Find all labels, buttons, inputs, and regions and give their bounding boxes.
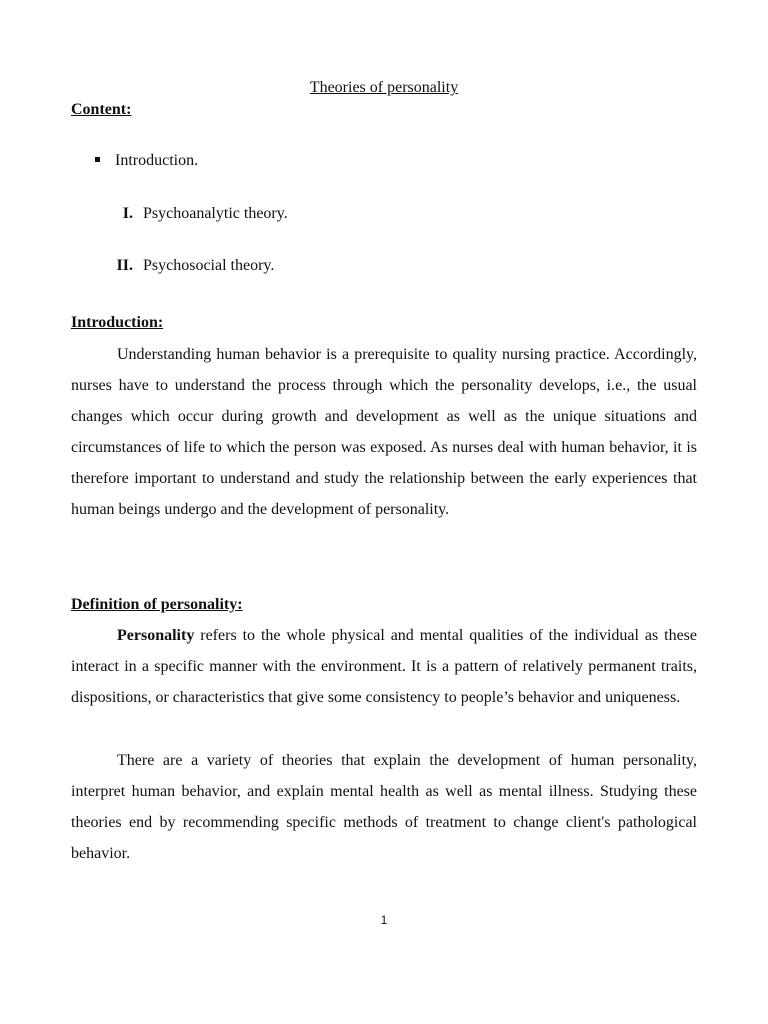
numbered-item: [96, 205, 496, 223]
document-title: Theories of personality: [309, 79, 459, 96]
content-bullet-item: [95, 152, 198, 170]
page-number: 1: [380, 913, 388, 927]
definition-heading: Definition of personality:: [71, 596, 243, 613]
numbered-item-text: Psychoanalytic theory.: [143, 205, 288, 222]
definition-paragraph: [71, 620, 697, 713]
content-heading: Content:: [71, 101, 132, 118]
personality-term: Personality: [117, 627, 195, 644]
numbered-item-label: II.: [116, 257, 133, 274]
numbered-item-label: I.: [122, 205, 133, 222]
numbered-item-text: Psychosocial theory.: [143, 257, 275, 274]
bullet-item-text: Introduction.: [115, 152, 199, 169]
introduction-heading: Introduction:: [71, 314, 164, 331]
numbered-item: [96, 257, 496, 275]
definition-text: refers to the whole physical and mental qualities of the individual as these interact in a specific manner with the environment. It is a pattern of relatively permanent traits, dispositions, or characteristics that give some consistency to people’s behavior and uniqueness.: [71, 627, 697, 706]
introduction-paragraph: Understanding human behavior is a prerequisite to quality nursing practice. Accordingly, nurses have to understand the process through which the personality develops, i.e., the usual changes which occur during growth and development as well as the unique situations and circumstances of life to which the person was exposed. As nurses deal with human behavior, it is therefore important to understand and study the relationship between the early experiences that human beings undergo and the development of personality.: [71, 346, 697, 518]
theories-paragraph: There are a variety of theories that explain the development of human personality, interpret human behavior, and explain mental health as well as mental illness. Studying these theories end by recommending specific methods of treatment to change client's pathological behavior.: [71, 752, 697, 862]
square-bullet-icon: [95, 157, 100, 162]
